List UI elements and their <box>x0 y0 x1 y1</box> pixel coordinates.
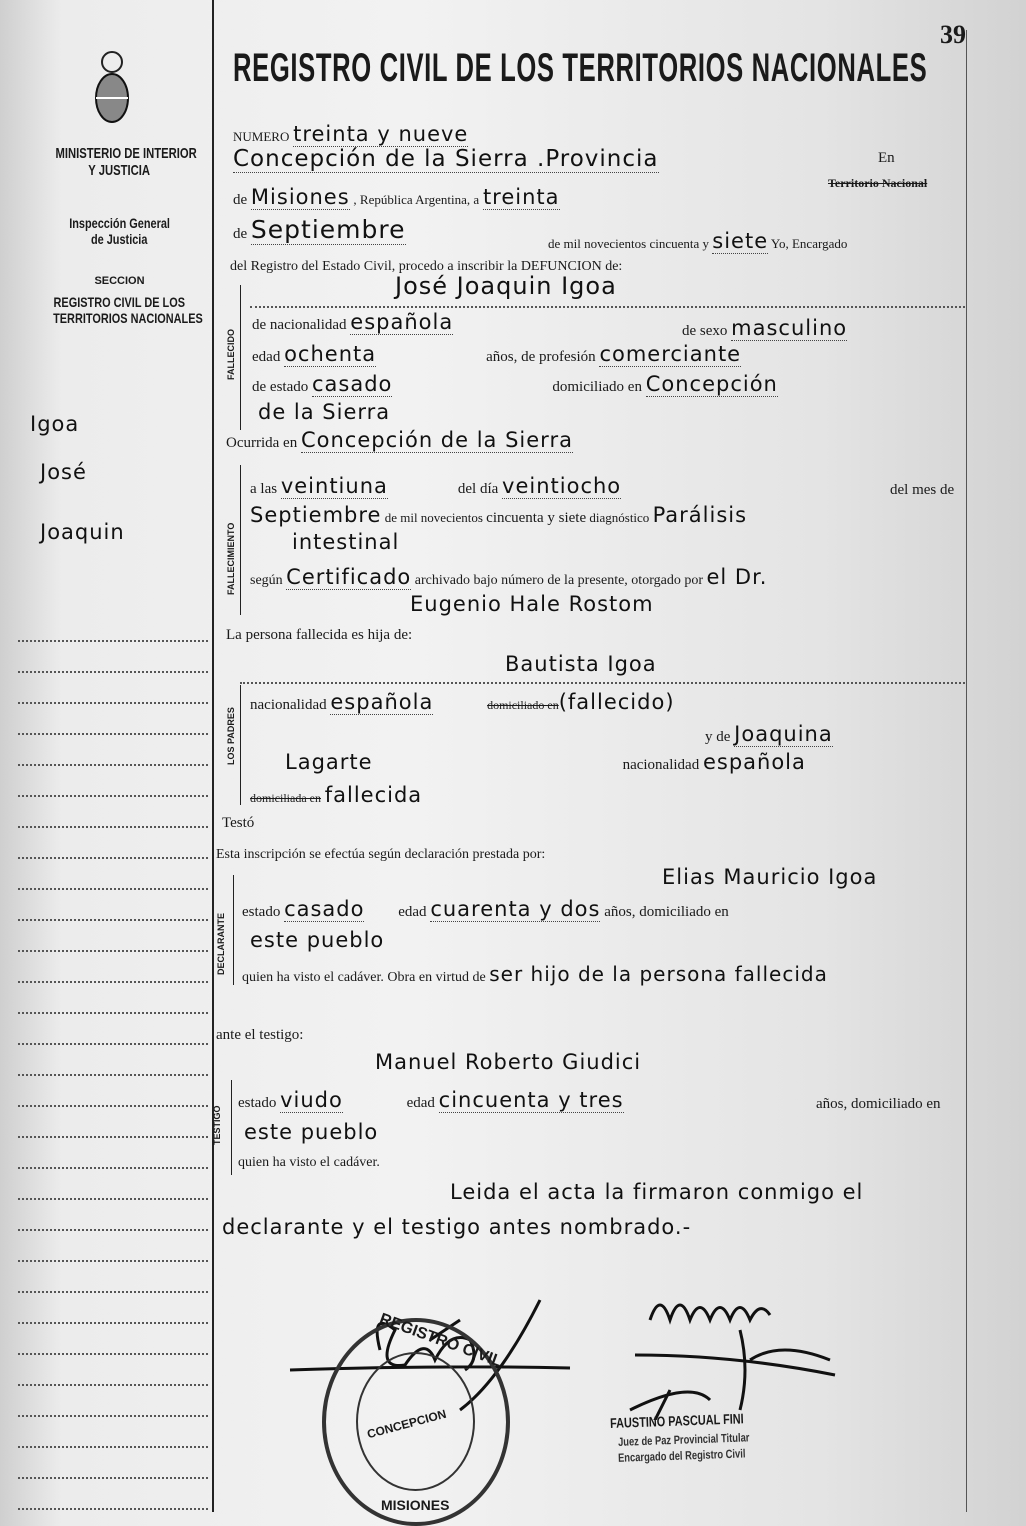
en-label: En <box>878 150 895 166</box>
ministry-line-2: Y JUSTICIA <box>88 162 151 179</box>
provincia-row <box>233 185 560 209</box>
margin-rule <box>18 764 208 766</box>
ocurrida-label: Ocurrida en <box>226 435 298 451</box>
domicilio-label: domiciliado en <box>552 379 642 395</box>
madre-dom-row <box>250 783 422 807</box>
ocurrida-row <box>226 428 573 452</box>
margin-rule <box>18 1229 208 1231</box>
margin-rule <box>18 981 208 983</box>
stamp-top-text: REGISTRO CIVIL <box>377 1310 505 1371</box>
margin-first-name: José <box>40 460 87 484</box>
sexo-value: masculino <box>731 316 848 340</box>
padre-dom-label: domiciliado en <box>487 698 559 712</box>
domicilio-label: años, domiciliado en <box>816 1096 941 1112</box>
document-title <box>233 46 1026 91</box>
closing-line-1: Leida el acta la firmaron conmigo el <box>450 1180 864 1204</box>
official-title-text: Juez de Paz Provincial Titular <box>617 1430 750 1449</box>
profesion-value: comerciante <box>599 342 742 366</box>
margin-middle-name: Joaquin <box>40 520 125 544</box>
vinculo-value: ser hijo de la persona fallecida <box>489 962 828 986</box>
mes-label: del mes de <box>890 482 955 498</box>
testo-label: Testó <box>222 815 255 831</box>
edad-value: cincuenta y tres <box>438 1088 624 1112</box>
margin-rule <box>18 1384 208 1386</box>
fecha-fallecimiento-row <box>250 503 747 527</box>
margin-rule <box>18 1508 208 1510</box>
diagnostico-value: Parálisis <box>652 503 748 527</box>
madre-dom-value: fallecida <box>324 783 423 807</box>
declarante-bracket <box>233 875 234 985</box>
dia-value: veintiocho <box>502 474 622 498</box>
margin-rule <box>18 950 208 952</box>
margin-rule <box>18 1105 208 1107</box>
declarante-side-label: DECLARANTE <box>216 913 226 975</box>
edad-value: cuarenta y dos <box>430 897 601 921</box>
margin-rule <box>18 1167 208 1169</box>
provincia-value: Misiones <box>250 185 350 209</box>
testigo-bracket <box>231 1080 232 1175</box>
hora-row <box>250 474 970 498</box>
diagnostico-label: diagnóstico <box>589 510 650 525</box>
vio-label: quien ha visto el cadáver. Obra en virtud de <box>242 970 486 985</box>
madre-nac-value: española <box>702 750 806 774</box>
inspection-line-2: de Justicia <box>91 231 148 247</box>
margin-rule <box>18 1012 208 1014</box>
archivado-label: archivado bajo número de la presente, otorgado por <box>414 573 703 588</box>
testigo-estado-row <box>238 1088 973 1112</box>
padres-bracket <box>240 685 241 805</box>
lugar-value: Concepción de la Sierra .Provincia <box>233 146 659 172</box>
declarante-vinculo-row <box>242 962 828 986</box>
margin-rule <box>18 888 208 890</box>
mother-name: Joaquina <box>734 722 833 746</box>
margin-rule <box>18 1415 208 1417</box>
margin-rule <box>18 1260 208 1262</box>
republica-label: , República Argentina, a <box>353 192 480 207</box>
anio-value: cincuenta y siete <box>486 510 587 526</box>
section-name <box>32 294 207 326</box>
diagnostico-cont: intestinal <box>292 530 400 554</box>
margin-rule <box>18 1446 208 1448</box>
ocurrida-value: Concepción de la Sierra <box>300 428 573 452</box>
margin-divider <box>212 0 214 1512</box>
margin-rule <box>18 1477 208 1479</box>
margin-rule <box>18 1353 208 1355</box>
padre-dom-value: (fallecido) <box>558 690 675 714</box>
lugar-row <box>233 146 968 172</box>
section-name-line-2: TERRITORIOS NACIONALES <box>53 310 203 326</box>
profesion-label: años, de profesión <box>486 349 596 365</box>
right-border <box>966 30 967 1512</box>
inspection-line-1: Inspección General <box>69 215 170 231</box>
madre-row <box>250 750 806 774</box>
inspection-heading <box>32 215 207 247</box>
nacionalidad-value: española <box>350 310 454 334</box>
ministry-line-1: MINISTERIO DE INTERIOR <box>55 145 197 162</box>
edad-value: ochenta <box>284 342 377 366</box>
section-name-line-1: REGISTRO CIVIL DE LOS <box>53 294 186 310</box>
stamp-center-text: CONCEPCION <box>365 1406 448 1442</box>
estado-value: casado <box>284 897 365 921</box>
estado-value: viudo <box>280 1088 343 1112</box>
official-title-2-text: Encargado del Registro Civil <box>617 1446 746 1465</box>
coat-of-arms-icon <box>92 48 132 130</box>
estado-label: estado <box>242 904 281 920</box>
madre-nac-label: nacionalidad <box>622 757 700 773</box>
dia-value: treinta <box>482 185 560 209</box>
declarante-intro: Esta inscripción se efectúa según declaración prestada por: <box>216 847 546 862</box>
fecha-row <box>233 215 968 253</box>
name-rule <box>250 306 965 308</box>
official-name-text: FAUSTINO PASCUAL FINI <box>609 1410 744 1431</box>
mother-surname: Lagarte <box>285 750 373 774</box>
testigo-domicilio: este pueblo <box>244 1120 379 1144</box>
page-number: 39 <box>940 20 966 49</box>
fallecido-bracket <box>240 285 241 430</box>
mes-value: Septiembre <box>250 503 382 527</box>
padres-intro: La persona fallecida es hija de: <box>226 627 413 643</box>
edad-label: edad <box>252 349 281 365</box>
intro-line: del Registro del Estado Civil, procedo a inscribir la DEFUNCION de: <box>230 259 623 274</box>
anio-label: de mil novecientos <box>384 510 483 525</box>
nacionalidad-label: de nacionalidad <box>252 317 347 333</box>
father-name: Bautista Igoa <box>505 652 657 676</box>
declarante-name: Elias Mauricio Igoa <box>662 865 878 889</box>
document-title-text: REGISTRO CIVIL DE LOS TERRITORIOS NACIONALES <box>233 46 928 90</box>
father-rule <box>240 682 965 684</box>
mes-value: Septiembre <box>250 215 406 244</box>
sexo-label: de sexo <box>682 323 728 339</box>
documento-value: Certificado <box>286 565 412 589</box>
margin-rule <box>18 671 208 673</box>
civil-registry-stamp <box>322 1310 510 1526</box>
estado-row <box>252 372 778 396</box>
declarante-estado-row <box>242 897 972 921</box>
y-de-row <box>705 722 833 746</box>
estado-value: casado <box>311 372 393 396</box>
margin-rule <box>18 1043 208 1045</box>
madre-dom-label: domiciliada en <box>250 791 321 805</box>
margin-rule <box>18 826 208 828</box>
ministry-heading <box>32 145 207 179</box>
margin-rule <box>18 640 208 642</box>
nacionalidad-row <box>252 310 967 340</box>
domicilio-label: años, domiciliado en <box>604 904 729 920</box>
territorio-label: Territorio Nacional <box>828 176 928 190</box>
margin-rule <box>18 1198 208 1200</box>
margin-surname: Igoa <box>30 412 80 436</box>
testigo-side-label: TESTIGO <box>212 1105 222 1145</box>
yo-label: Yo, Encargado <box>770 236 848 251</box>
de-label: de <box>233 192 248 208</box>
margin-rule <box>18 1136 208 1138</box>
segun-row <box>250 565 767 589</box>
y-de-label: y de <box>705 729 731 745</box>
estado-label: de estado <box>252 379 309 395</box>
margin-rule <box>18 1322 208 1324</box>
otorgado-value: el Dr. <box>706 565 768 589</box>
fallecimiento-side-label: FALLECIMIENTO <box>226 522 236 595</box>
testigo-name: Manuel Roberto Giudici <box>375 1050 642 1074</box>
padres-side-label: LOS PADRES <box>226 707 236 765</box>
declarante-domicilio: este pueblo <box>250 928 385 952</box>
margin-rule <box>18 919 208 921</box>
hora-label: a las <box>250 481 278 497</box>
deceased-name: José Joaquin Igoa <box>395 272 617 300</box>
margin-rule <box>18 857 208 859</box>
edad-label: edad <box>398 904 427 920</box>
margin-rule <box>18 1074 208 1076</box>
testigo-vio-label: quien ha visto el cadáver. <box>238 1155 380 1170</box>
numero-value: treinta y nueve <box>293 122 469 146</box>
testigo-intro: ante el testigo: <box>216 1027 304 1043</box>
stamp-bottom-text: MISIONES <box>381 1497 450 1513</box>
padre-nac-label: nacionalidad <box>250 697 327 713</box>
anio-label: de mil novecientos cincuenta y <box>548 236 710 251</box>
domicilio-cont: de la Sierra <box>258 400 391 424</box>
fallecido-side-label: FALLECIDO <box>226 329 236 380</box>
estado-label: estado <box>238 1095 277 1111</box>
numero-row <box>233 122 468 146</box>
margin-rule <box>18 702 208 704</box>
de-label: de <box>233 226 248 242</box>
closing-line-2: declarante y el testigo antes nombrado.- <box>222 1215 692 1239</box>
anio-value: siete <box>712 229 769 253</box>
fallecimiento-bracket <box>240 465 241 615</box>
margin-rule <box>18 795 208 797</box>
hora-value: veintiuna <box>280 474 388 498</box>
margin-rule <box>18 733 208 735</box>
edad-row <box>252 342 741 366</box>
section-label: SECCION <box>94 275 145 287</box>
padre-nac-value: española <box>330 690 434 714</box>
edad-label: edad <box>406 1095 435 1111</box>
segun-label: según <box>250 573 283 588</box>
medico-name: Eugenio Hale Rostom <box>410 592 654 616</box>
padre-nac-row <box>250 690 675 714</box>
numero-label: NUMERO <box>233 129 290 144</box>
dia-label: del día <box>457 481 499 497</box>
margin-rule <box>18 1291 208 1293</box>
domicilio-value: Concepción <box>645 372 778 396</box>
